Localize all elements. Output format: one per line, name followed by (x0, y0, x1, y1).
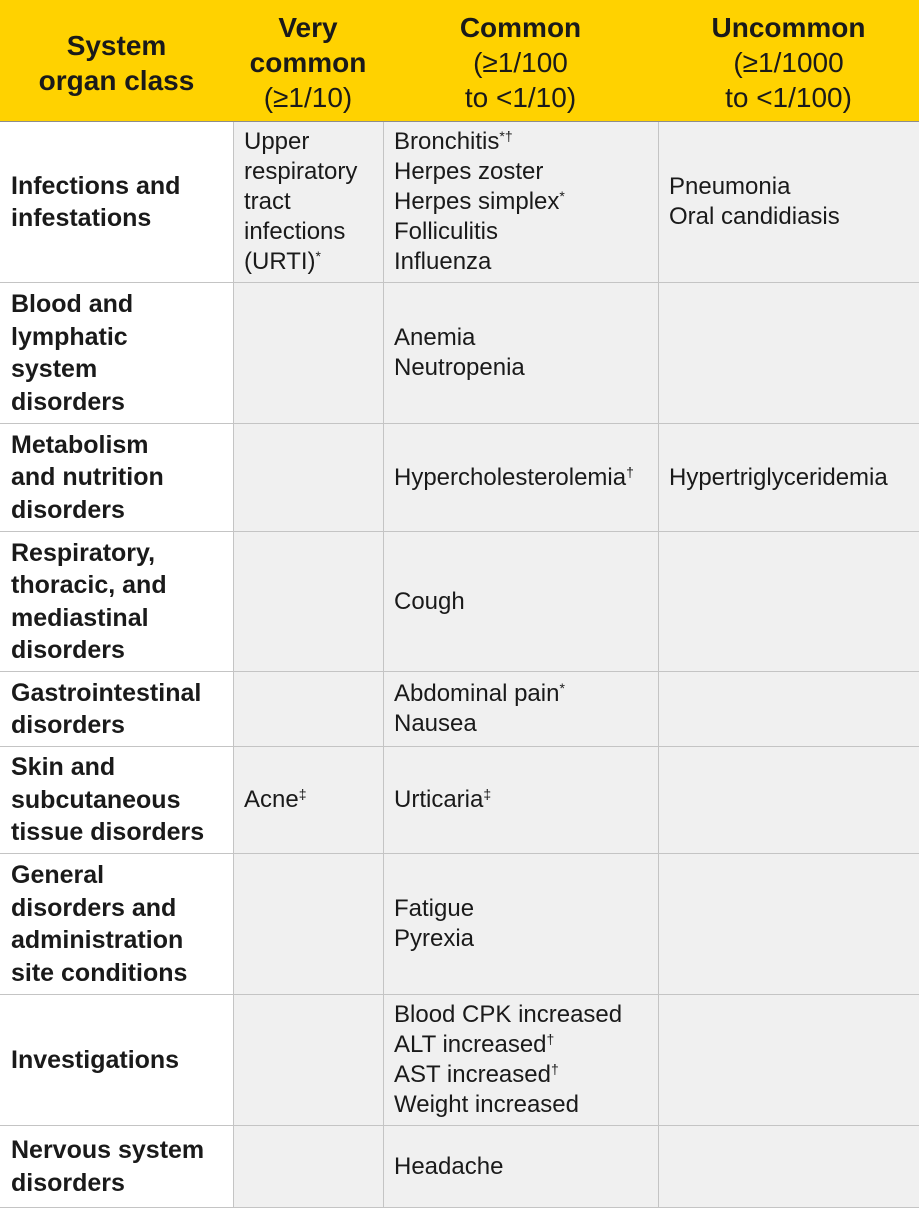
uncommon-cell (658, 672, 919, 746)
organ-class-cell (0, 747, 233, 853)
very-common-cell (233, 532, 383, 671)
common-cell (383, 854, 658, 994)
uncommon-cell (658, 532, 919, 671)
common-cell-line: Blood CPK increased (394, 1001, 623, 1028)
very-common-cell-line: Acne‡ (244, 786, 307, 813)
very-common-cell (233, 1126, 383, 1207)
common-cell-line: Headache (394, 1152, 504, 1180)
organ-class-cell (0, 854, 233, 994)
very-common-cell-line: tract (244, 188, 291, 215)
organ-class-cell-line: Respiratory, (11, 538, 156, 567)
very-common-cell (233, 283, 383, 423)
header-col1-line: organ class (38, 64, 195, 96)
table-row (0, 995, 919, 1126)
organ-class-cell-line: and nutrition (11, 463, 164, 492)
organ-class-cell-line: administration (11, 926, 184, 954)
table-row (0, 122, 919, 283)
common-cell (383, 747, 658, 853)
table-row (0, 747, 919, 854)
header-col4-range: to <1/100) (725, 82, 852, 113)
header-col2-line: common (249, 47, 367, 78)
organ-class-cell-line: infestations (11, 204, 152, 232)
table-row (0, 424, 919, 532)
common-cell-line: Fatigue (394, 895, 475, 922)
uncommon-cell (658, 122, 919, 282)
organ-class-cell (0, 672, 233, 746)
uncommon-cell (658, 283, 919, 423)
organ-class-cell-line: disorders (11, 711, 125, 739)
table-body (0, 122, 919, 1208)
organ-class-cell-line: General (11, 861, 105, 889)
header-col3-range: to <1/10) (464, 82, 577, 113)
very-common-cell (233, 995, 383, 1125)
organ-class-cell (0, 122, 233, 282)
very-common-cell (233, 424, 383, 531)
header-col3-range: (≥1/100 (473, 47, 568, 78)
organ-class-cell (0, 283, 233, 423)
uncommon-cell-line: Hypertriglyceridemia (669, 463, 888, 491)
common-cell (383, 672, 658, 746)
common-cell (383, 532, 658, 671)
very-common-cell-line: respiratory (244, 158, 358, 185)
organ-class-cell (0, 1126, 233, 1207)
table-header-row (0, 0, 919, 122)
header-very-common (233, 0, 383, 121)
common-cell-line: Herpes zoster (394, 158, 544, 185)
organ-class-cell-line: subcutaneous (11, 785, 181, 814)
table-row (0, 283, 919, 424)
organ-class-cell-line: mediastinal (11, 603, 149, 632)
uncommon-cell-line: Pneumonia (669, 173, 791, 200)
common-cell (383, 283, 658, 423)
table-row (0, 1126, 919, 1208)
organ-class-cell (0, 532, 233, 671)
common-cell (383, 1126, 658, 1207)
organ-class-cell-line: Metabolism (11, 430, 149, 459)
organ-class-cell (0, 995, 233, 1125)
common-cell-line: Hypercholesterolemia† (394, 463, 634, 491)
uncommon-cell (658, 1126, 919, 1207)
organ-class-cell-line: disorders and (11, 893, 177, 922)
very-common-cell-line: infections (244, 218, 346, 245)
common-cell-line: Cough (394, 587, 465, 615)
organ-class-cell-line: system (11, 355, 98, 383)
uncommon-cell (658, 995, 919, 1125)
header-col2-line: Very (278, 12, 338, 43)
common-cell-line: Urticaria‡ (394, 786, 492, 813)
header-col3-line: Common (459, 12, 582, 43)
common-cell-line: Anemia (394, 324, 476, 351)
organ-class-cell-line: Infections and (11, 171, 181, 200)
table-row (0, 672, 919, 747)
common-cell-line: Abdominal pain* (394, 680, 565, 707)
common-cell-line: Weight increased (394, 1091, 579, 1118)
very-common-cell (233, 747, 383, 853)
common-cell-line: Influenza (394, 248, 492, 275)
organ-class-cell-line: Gastrointestinal (11, 678, 202, 707)
uncommon-cell (658, 424, 919, 531)
common-cell-line: Bronchitis*† (394, 128, 513, 155)
very-common-cell-line: (URTI)* (244, 248, 321, 275)
organ-class-cell-line: thoracic, and (11, 571, 167, 599)
header-common (383, 0, 658, 121)
uncommon-cell (658, 747, 919, 853)
common-cell-line: Neutropenia (394, 354, 525, 381)
header-uncommon (658, 0, 919, 121)
organ-class-cell-line: disorders (11, 387, 125, 416)
header-col4-range: (≥1/1000 (733, 47, 844, 78)
common-cell (383, 122, 658, 282)
common-cell-line: Folliculitis (394, 218, 499, 245)
organ-class-cell-line: Nervous system (11, 1136, 205, 1164)
uncommon-cell-line: Oral candidiasis (669, 203, 840, 230)
table-row (0, 854, 919, 995)
common-cell-line: AST increased† (394, 1061, 559, 1088)
header-system-organ-class (0, 0, 233, 121)
organ-class-cell-line: disorders (11, 636, 125, 664)
organ-class-cell-line: lymphatic (11, 322, 128, 351)
common-cell-line: Pyrexia (394, 925, 475, 952)
header-col4-line: Uncommon (711, 12, 866, 43)
common-cell-line: Herpes simplex* (394, 188, 565, 215)
common-cell-line: Nausea (394, 710, 477, 737)
header-col1-line: System (66, 29, 167, 61)
very-common-cell-line: Upper (244, 128, 310, 155)
very-common-cell (233, 854, 383, 994)
organ-class-cell-line: Skin and (11, 753, 116, 782)
organ-class-cell (0, 424, 233, 531)
organ-class-cell-line: site conditions (11, 958, 188, 987)
organ-class-cell-line: tissue disorders (11, 818, 205, 847)
common-cell-line: ALT increased† (394, 1031, 555, 1058)
header-col2-range: (≥1/10) (263, 82, 353, 113)
organ-class-cell-line: disorders (11, 1168, 125, 1197)
uncommon-cell (658, 854, 919, 994)
very-common-cell (233, 672, 383, 746)
table-row (0, 532, 919, 672)
organ-class-cell-line: disorders (11, 495, 125, 524)
organ-class-cell-line: Investigations (11, 1045, 180, 1074)
common-cell (383, 995, 658, 1125)
organ-class-cell-line: Blood and (11, 290, 134, 318)
very-common-cell (233, 122, 383, 282)
common-cell (383, 424, 658, 531)
